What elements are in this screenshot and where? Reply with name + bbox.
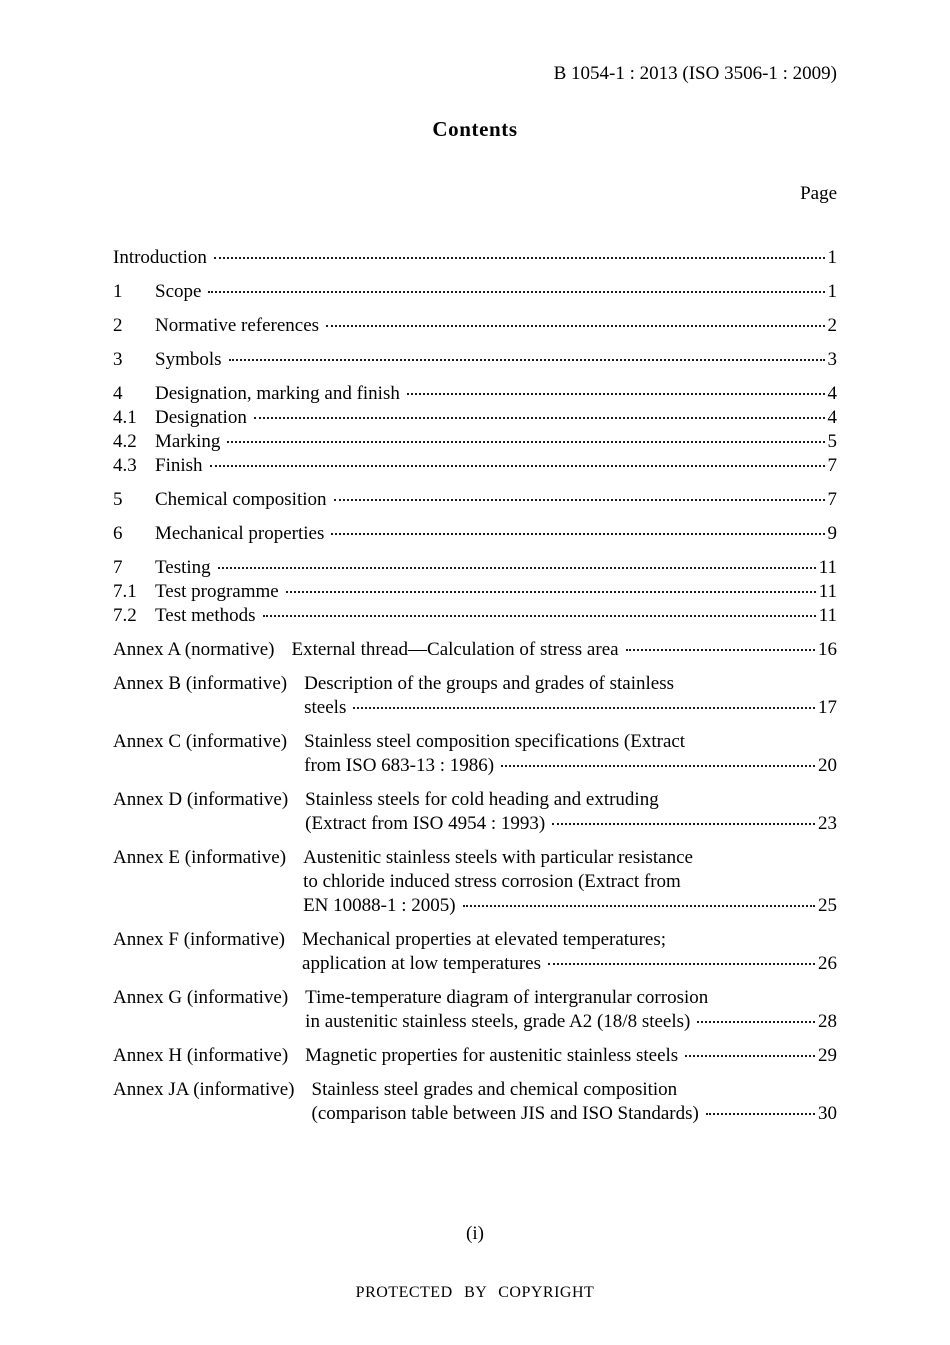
toc-entry [113, 246, 837, 270]
annex-description-line [291, 638, 837, 662]
toc-entry-title: Finish [155, 455, 203, 476]
toc-entry-title: Symbols [155, 349, 222, 370]
annex-description-line [303, 894, 837, 918]
toc-entry-title: Chemical composition [155, 489, 327, 510]
dot-leader [326, 325, 824, 327]
dot-leader [218, 567, 816, 569]
annex-label: Annex E (informative) [113, 847, 287, 868]
toc-entry-title: Test methods [155, 605, 256, 626]
toc-entry-number: 4 [113, 383, 123, 404]
annex-description [305, 1044, 837, 1068]
dot-leader [229, 359, 825, 361]
toc-block [113, 928, 837, 976]
dot-leader [286, 591, 816, 593]
page-content [113, 0, 837, 1136]
annex-title: application at low temperatures [302, 953, 542, 974]
dot-leader [353, 707, 815, 709]
toc-entry-number: 1 [113, 281, 123, 302]
toc-entry-page: 1 [827, 281, 837, 302]
annex-title: Magnetic properties for austenitic stainless steels [305, 1045, 679, 1066]
toc-entry-page: 2 [827, 315, 837, 336]
toc-entry-title: Mechanical properties [155, 523, 325, 544]
annex-description-line: Stainless steels for cold heading and extruding [305, 789, 659, 810]
annex-description-line: Austenitic stainless steels with particular resistance [303, 847, 693, 868]
toc-entry-number: 4.1 [113, 407, 137, 428]
toc-block [113, 672, 837, 720]
toc-entry-page: 7 [827, 455, 837, 476]
annex-label: Annex B (informative) [113, 673, 288, 694]
toc-entry-page: 4 [827, 407, 837, 428]
toc-entry-page: 11 [818, 557, 837, 578]
toc-entry-title: Test programme [155, 581, 279, 602]
toc-entry-title: Normative references [155, 315, 320, 336]
dot-leader [208, 291, 824, 293]
toc-annex-entry [113, 638, 837, 662]
toc-entry-page: 28 [818, 1011, 837, 1032]
annex-description [304, 730, 837, 778]
toc-block [113, 280, 837, 304]
toc-block [113, 522, 837, 546]
annex-description-line [312, 1102, 837, 1126]
page-column-label: Page [800, 183, 837, 204]
dot-leader [626, 649, 815, 651]
dot-leader [706, 1113, 815, 1115]
toc-entry-title: Scope [155, 281, 202, 302]
annex-description [303, 846, 837, 918]
annex-label: Annex G (informative) [113, 987, 289, 1008]
annex-title: (Extract from ISO 4954 : 1993) [305, 813, 546, 834]
toc-annex-entry [113, 928, 837, 976]
dot-leader [548, 963, 815, 965]
annex-label: Annex F (informative) [113, 929, 286, 950]
toc-annex-entry [113, 1044, 837, 1068]
annex-description-line: Time-temperature diagram of intergranular corrosion [305, 987, 709, 1008]
toc-entry [113, 580, 837, 604]
annex-description-line [304, 754, 837, 778]
toc-entry-number: 7 [113, 557, 123, 578]
toc-annex-entry [113, 730, 837, 778]
contents-heading: Contents [432, 117, 518, 141]
toc-entry [113, 382, 837, 406]
toc-entry [113, 454, 837, 478]
toc-block [113, 638, 837, 662]
toc-entry-page: 23 [818, 813, 837, 834]
toc-annex-entry [113, 788, 837, 836]
annex-description [305, 986, 837, 1034]
annex-description [312, 1078, 837, 1126]
toc-block [113, 314, 837, 338]
annex-description [305, 788, 837, 836]
annex-description [304, 672, 837, 720]
toc-entry-title: Designation, marking and finish [155, 383, 400, 404]
annex-description [302, 928, 837, 976]
toc-entry-number: 7.2 [113, 605, 137, 626]
toc-entry-page: 29 [818, 1045, 837, 1066]
annex-label: Annex H (informative) [113, 1045, 289, 1066]
toc-entry [113, 488, 837, 512]
copyright-notice: PROTECTED BY COPYRIGHT [355, 1284, 595, 1301]
annex-description-line [305, 1010, 837, 1034]
annex-title: External thread—Calculation of stress area [291, 639, 619, 660]
toc-entry-page: 11 [818, 581, 837, 602]
toc-block [113, 246, 837, 270]
annex-description-line: Stainless steel composition specifications (Extract [304, 731, 686, 752]
toc-entry-number: 4.3 [113, 455, 137, 476]
toc-block [113, 788, 837, 836]
toc-entry-number: 2 [113, 315, 123, 336]
annex-title: (comparison table between JIS and ISO Standards) [311, 1103, 699, 1124]
dot-leader [254, 417, 825, 419]
toc-block [113, 730, 837, 778]
annex-description-line: to chloride induced stress corrosion (Extract from [303, 871, 681, 892]
annex-description-line [305, 1044, 837, 1068]
toc-entry-page: 26 [818, 953, 837, 974]
annex-description-line: Mechanical properties at elevated temperatures; [302, 929, 667, 950]
toc-block [113, 846, 837, 918]
toc-annex-entry [113, 1078, 837, 1126]
toc-entry [113, 522, 837, 546]
dot-leader [697, 1021, 815, 1023]
toc-entry-page: 30 [818, 1103, 837, 1124]
toc-entry-number: 6 [113, 523, 123, 544]
toc-entry-page: 16 [818, 639, 837, 660]
toc-entry-page: 1 [827, 247, 837, 268]
toc-entry-number: 4.2 [113, 431, 137, 452]
toc-entry-page: 5 [827, 431, 837, 452]
dot-leader [334, 499, 825, 501]
annex-title: steels [304, 697, 347, 718]
toc-block [113, 1044, 837, 1068]
annex-title: EN 10088-1 : 2005) [303, 895, 456, 916]
toc-block [113, 1078, 837, 1126]
toc-annex-entry [113, 672, 837, 720]
toc-entry-number: 3 [113, 349, 123, 370]
dot-leader [331, 533, 824, 535]
toc-entry-number: 7.1 [113, 581, 137, 602]
toc-entry-title: Testing [155, 557, 211, 578]
toc-entry-page: 9 [827, 523, 837, 544]
toc-block [113, 348, 837, 372]
annex-description-line [302, 952, 837, 976]
annex-label: Annex D (informative) [113, 789, 289, 810]
toc-annex-entry [113, 846, 837, 918]
dot-leader [552, 823, 815, 825]
dot-leader [501, 765, 815, 767]
toc-entry-page: 25 [818, 895, 837, 916]
document-number: B 1054-1 : 2013 (ISO 3506-1 : 2009) [553, 63, 837, 84]
toc-entry-page: 17 [818, 697, 837, 718]
toc-entry [113, 430, 837, 454]
table-of-contents [113, 246, 837, 1126]
dot-leader [685, 1055, 815, 1057]
dot-leader [463, 905, 815, 907]
toc-entry [113, 406, 837, 430]
annex-label: Annex JA (informative) [113, 1079, 295, 1100]
toc-block [113, 382, 837, 478]
toc-entry-page: 7 [827, 489, 837, 510]
annex-label: Annex A (normative) [113, 639, 275, 660]
dot-leader [407, 393, 825, 395]
annex-label: Annex C (informative) [113, 731, 288, 752]
annex-title: in austenitic stainless steels, grade A2 (18/8 steels) [305, 1011, 691, 1032]
toc-entry-page: 4 [827, 383, 837, 404]
toc-entry-number: 5 [113, 489, 123, 510]
toc-entry [113, 348, 837, 372]
toc-entry-page: 3 [827, 349, 837, 370]
toc-annex-entry [113, 986, 837, 1034]
toc-entry-page: 20 [818, 755, 837, 776]
toc-entry [113, 280, 837, 304]
toc-entry-title: Designation [155, 407, 247, 428]
toc-block [113, 556, 837, 628]
toc-entry [113, 604, 837, 628]
dot-leader [210, 465, 825, 467]
toc-entry-title: Marking [155, 431, 221, 452]
toc-entry [113, 556, 837, 580]
annex-description-line [305, 812, 837, 836]
toc-entry-page: 11 [818, 605, 837, 626]
toc-block [113, 986, 837, 1034]
toc-entry [113, 314, 837, 338]
dot-leader [263, 615, 816, 617]
toc-entry-title: Introduction [113, 247, 207, 268]
annex-description-line [304, 696, 837, 720]
dot-leader [214, 257, 825, 259]
dot-leader [227, 441, 824, 443]
annex-description [291, 638, 837, 662]
annex-description-line: Description of the groups and grades of stainless [304, 673, 675, 694]
toc-block [113, 488, 837, 512]
annex-title: from ISO 683-13 : 1986) [304, 755, 495, 776]
annex-description-line: Stainless steel grades and chemical composition [311, 1079, 678, 1100]
page-folio: (i) [466, 1223, 484, 1244]
